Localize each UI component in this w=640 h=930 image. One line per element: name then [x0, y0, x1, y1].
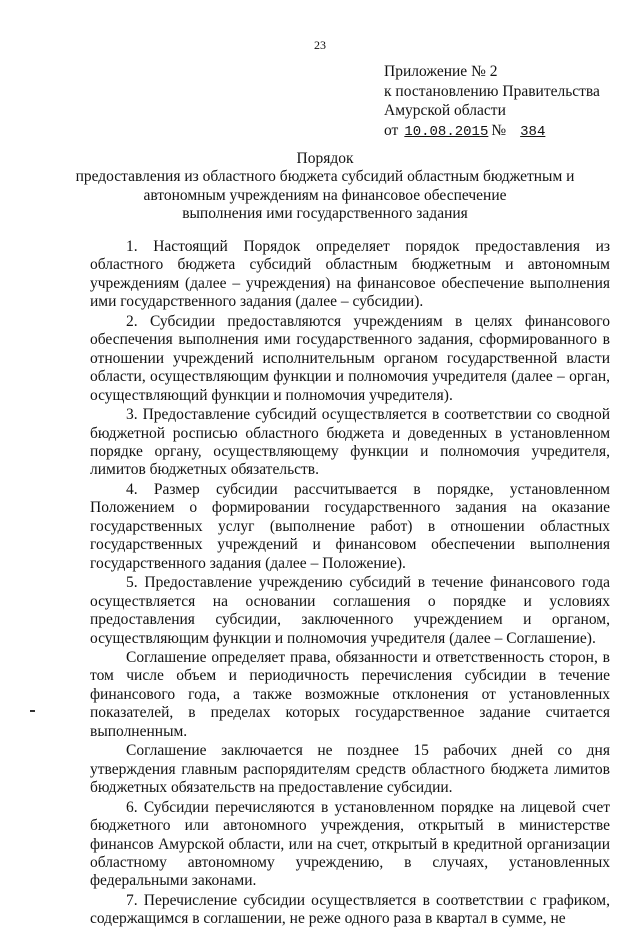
annex-from-label: от	[384, 121, 399, 139]
annex-block	[384, 62, 634, 142]
paragraph-4: 4. Размер субсидии рассчитывается в порядке, установленном Положением о формировании государственного задания на оказание государственных услуг (выполнение работ) в отношении областных государственных учреждений и финансовом обеспечении выполнения государственного задания (далее – Положение).	[90, 480, 610, 572]
annex-reference: к постановлению Правительства	[384, 82, 600, 100]
paragraph-5-agreement-deadline: Соглашение заключается не позднее 15 рабочих дней со дня утверждения главным распорядителям средств областного бюджета лимитов бюджетных обязательств на предоставление субсидии.	[90, 742, 610, 797]
document-body	[90, 238, 610, 930]
annex-region: Амурской области	[384, 102, 506, 119]
paragraph-6: 6. Субсидии перечисляются в установленном порядке на лицевой счет бюджетного или автономного учреждения, открытый в министерстве финансов Амурской области, или на счет, открытый в кредитной организации областному автономному учреждению, в случаях, установленных федеральными законами.	[90, 798, 610, 890]
paragraph-1: 1. Настоящий Порядок определяет порядок предоставления из областного бюджета субсидий областным бюджетным и автономным учреждениям (далее – учреждения) на финансовое обеспечение выполнения ими государственного задания (далее – субсидии).	[90, 238, 610, 311]
annex-date-line	[384, 121, 634, 143]
title-line-1: предоставления из областного бюджета субсидий областным бюджетным и	[75, 168, 575, 186]
paragraph-5-agreement-terms: Соглашение определяет права, обязанности и ответственность сторон, в том числе объем и периодичность перечисления субсидии в течение финансового года, а также возможные отклонения от установленных показателей, в пределах которых государственное задание считается выполненным.	[90, 648, 610, 740]
title-line-3: выполнения ими государственного задания	[182, 205, 468, 223]
paragraph-3: 3. Предоставление субсидий осуществляется в соответствии со сводной бюджетной росписью областного бюджета и доведенных в установленном порядке органу, осуществляющему функции и полномочия учредителя, лимитов бюджетных обязательств.	[90, 406, 610, 479]
paragraph-7: 7. Перечисление субсидии осуществляется в соответствии с графиком, содержащимся в соглашении, не реже одного раза в квартал в сумме, не	[90, 891, 610, 928]
page-number: 23	[314, 38, 326, 52]
paragraph-2: 2. Субсидии предоставляются учреждениям в целях финансового обеспечения выполнения ими государственного задания, сформированного в отношении учреждений исполнительным органом государственной власти области, осуществляющим функции и полномочия учредителя (далее – орган, осуществляющий функции и полномочия учредителя).	[90, 312, 610, 404]
scan-mark	[30, 710, 35, 712]
annex-title: Приложение № 2	[384, 63, 498, 80]
annex-number-label: №	[491, 121, 507, 139]
annex-date: 10.08.2015	[404, 123, 489, 140]
title-line-2: автономным учреждениям на финансовое обеспечение	[143, 186, 507, 204]
paragraph-5: 5. Предоставление учреждению субсидий в течение финансового года осуществляется на основании соглашения о порядке и условиях предоставления субсидии, заключенного учреждением и органом, осуществляющим функции и полномочия учредителя (далее – Соглашение).	[90, 574, 610, 647]
document-title	[60, 150, 590, 224]
title-heading: Порядок	[296, 150, 354, 167]
annex-number: 384	[520, 123, 546, 140]
